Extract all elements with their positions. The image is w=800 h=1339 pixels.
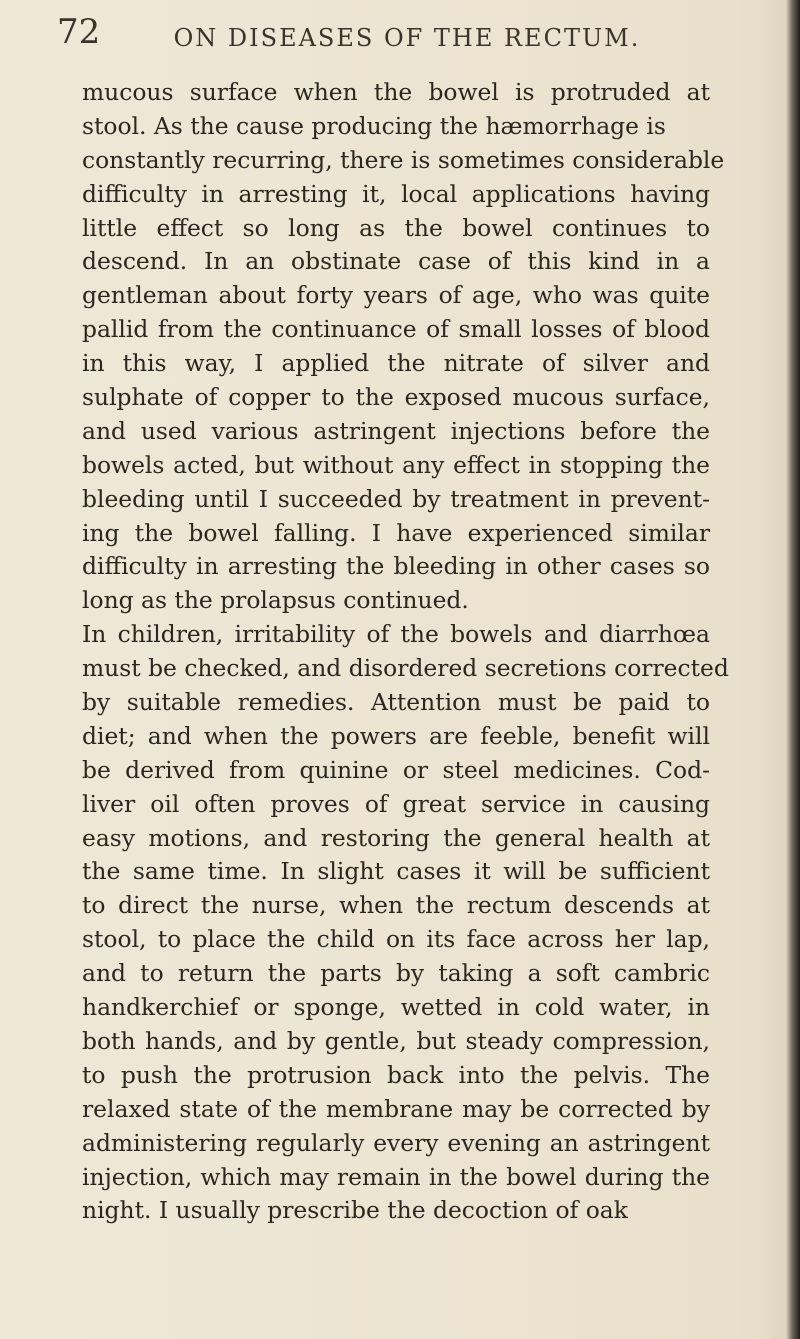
- text-line: descend. In an obstinate case of this kind in a: [82, 247, 710, 276]
- text-line: liver oil often proves of great service in causing: [82, 789, 710, 818]
- text-line: the same time. In slight cases it will be sufficient: [82, 857, 710, 886]
- text-line: In children, irritability of the bowels and diarrhœa: [82, 620, 710, 649]
- text-line: relaxed state of the membrane may be corrected by: [82, 1094, 710, 1123]
- body-text: [82, 76, 729, 1228]
- text-line: night. I usually prescribe the decoction of oak: [82, 1196, 628, 1225]
- running-title: ON DISEASES OF THE RECTUM.: [173, 24, 641, 52]
- text-line: gentleman about forty years of age, who was quite: [82, 281, 710, 310]
- text-line: pallid from the continuance of small losses of blood: [82, 315, 710, 344]
- text-line: stool, to place the child on its face across her lap,: [82, 925, 710, 954]
- text-line: must be checked, and disordered secretions corrected: [82, 654, 729, 683]
- text-line: ing the bowel falling. I have experienced similar: [82, 518, 710, 547]
- text-line: sulphate of copper to the exposed mucous surface,: [82, 383, 710, 412]
- text-line: bowels acted, but without any effect in stopping the: [82, 450, 710, 479]
- text-line: to push the protrusion back into the pelvis. The: [82, 1060, 710, 1089]
- text-line: administering regularly every evening an astringent: [82, 1128, 710, 1157]
- text-line: difficulty in arresting it, local applications having: [82, 179, 710, 208]
- text-line: diet; and when the powers are feeble, benefit will: [82, 721, 710, 750]
- page-number: 72: [57, 12, 101, 52]
- text-line: to direct the nurse, when the rectum descends at: [82, 891, 710, 920]
- text-line: and to return the parts by taking a soft cambric: [82, 959, 710, 988]
- text-line: little effect so long as the bowel continues to: [82, 213, 710, 242]
- text-line: stool. As the cause producing the hæmorrhage is: [82, 111, 666, 140]
- text-line: in this way, I applied the nitrate of silver and: [82, 349, 710, 378]
- text-line: injection, which may remain in the bowel during the: [82, 1162, 710, 1191]
- text-line: by suitable remedies. Attention must be paid to: [82, 688, 710, 717]
- text-line: long as the prolapsus continued.: [82, 586, 469, 615]
- text-line: be derived from quinine or steel medicines. Cod-: [82, 755, 710, 784]
- page-edge-shadow: [786, 0, 800, 1339]
- text-line: both hands, and by gentle, but steady compression,: [82, 1026, 710, 1055]
- text-line: and used various astringent injections before the: [82, 416, 710, 445]
- page-header: [57, 12, 757, 64]
- text-line: constantly recurring, there is sometimes considerable: [82, 145, 725, 174]
- text-line: mucous surface when the bowel is protruded at: [82, 78, 710, 106]
- text-line: handkerchief or sponge, wetted in cold water, in: [82, 993, 710, 1022]
- text-line: difficulty in arresting the bleeding in other cases so: [82, 552, 710, 581]
- text-line: bleeding until I succeeded by treatment in prevent-: [82, 484, 710, 513]
- text-line: easy motions, and restoring the general health at: [82, 823, 710, 852]
